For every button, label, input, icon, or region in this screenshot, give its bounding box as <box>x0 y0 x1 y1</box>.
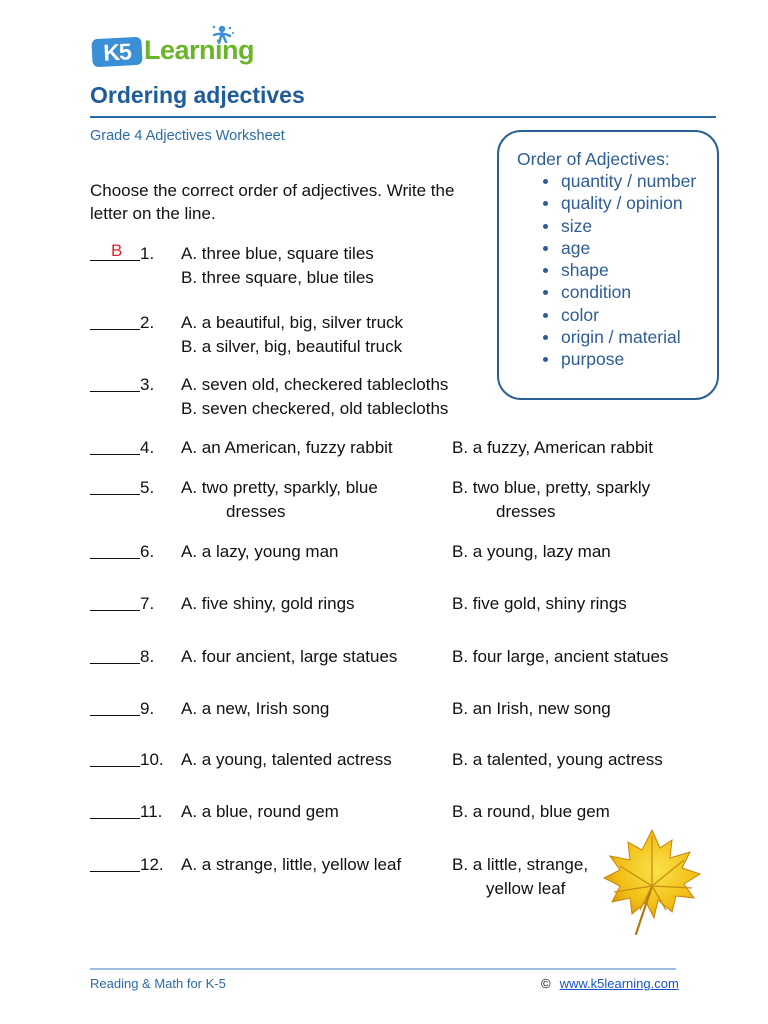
order-item-label: quality / opinion <box>561 193 683 214</box>
order-item <box>543 326 717 348</box>
option-b: B. a talented, young actress <box>452 750 663 769</box>
bullet-icon <box>543 268 548 273</box>
question-number: 1. <box>140 244 155 263</box>
bullet-icon <box>543 357 548 362</box>
bullet-icon <box>543 335 548 340</box>
option-a: A. two pretty, sparkly, blue <box>181 478 378 497</box>
option-a-continuation: dresses <box>226 502 286 521</box>
order-item-label: condition <box>561 282 632 303</box>
option-a: A. an American, fuzzy rabbit <box>181 438 393 457</box>
order-item <box>543 259 717 281</box>
answer-blank[interactable] <box>90 373 140 392</box>
option-b: B. three square, blue tiles <box>181 268 374 287</box>
answer-blank[interactable] <box>90 748 140 767</box>
option-b: B. a silver, big, beautiful truck <box>181 337 403 356</box>
order-item <box>543 281 717 303</box>
title-divider <box>90 116 716 118</box>
copyright-symbol: © <box>541 976 551 991</box>
option-a: A. a beautiful, big, silver truck <box>181 313 404 332</box>
option-b: B. a round, blue gem <box>452 802 610 821</box>
option-a: A. four ancient, large statues <box>181 647 398 666</box>
option-b: B. a young, lazy man <box>452 542 611 561</box>
order-item-label: quantity / number <box>561 171 697 191</box>
order-item <box>543 170 717 192</box>
option-a: A. seven old, checkered tablecloths <box>181 375 449 394</box>
order-item-label: origin / material <box>561 327 681 348</box>
bullet-icon <box>543 246 548 251</box>
order-item-label: purpose <box>561 349 625 370</box>
bullet-icon <box>543 201 548 206</box>
question-number: 12. <box>140 855 164 874</box>
question-number: 4. <box>140 438 155 457</box>
option-a: A. three blue, square tiles <box>181 244 374 263</box>
question-number: 5. <box>140 478 155 497</box>
question-number: 11. <box>140 802 163 821</box>
option-b-continuation: yellow leaf <box>486 879 566 898</box>
logo-wordmark: Learning <box>144 35 255 65</box>
bullet-icon <box>543 224 548 229</box>
answer-blank[interactable] <box>90 853 140 872</box>
order-item <box>543 237 717 259</box>
answer-blank[interactable] <box>90 476 140 495</box>
option-b: B. a fuzzy, American rabbit <box>452 438 653 457</box>
option-a: A. a blue, round gem <box>181 802 339 821</box>
answer-blank[interactable] <box>90 436 140 455</box>
logo-k5-badge: K5 <box>91 37 142 68</box>
answer-blank[interactable] <box>90 592 140 611</box>
option-a: A. a new, Irish song <box>181 699 330 718</box>
answer-blank[interactable] <box>90 697 140 716</box>
answer-blank[interactable] <box>90 540 140 559</box>
maple-leaf-icon <box>600 826 704 936</box>
answer-blank[interactable] <box>90 311 140 330</box>
order-item-label: shape <box>561 260 609 281</box>
order-box-title: Order of Adjectives: <box>517 149 670 169</box>
order-item <box>543 192 717 214</box>
logo-figure-icon <box>206 24 236 54</box>
bullet-icon <box>543 290 548 295</box>
option-a: A. five shiny, gold rings <box>181 594 355 613</box>
question-number: 2. <box>140 313 155 332</box>
instructions: Choose the correct order of adjectives. Write the letter on the line. <box>90 181 455 223</box>
answer-blank[interactable] <box>90 242 140 261</box>
worksheet-subtitle: Grade 4 Adjectives Worksheet <box>90 128 285 144</box>
option-a: A. a strange, little, yellow leaf <box>181 855 402 874</box>
page-title: Ordering adjectives <box>90 82 305 108</box>
question-number: 8. <box>140 647 155 666</box>
option-b: B. four large, ancient statues <box>452 647 669 666</box>
option-a: A. a young, talented actress <box>181 750 392 769</box>
option-b: B. a little, strange, <box>452 855 589 874</box>
order-of-adjectives-box <box>497 130 719 400</box>
order-item <box>543 348 717 370</box>
order-item-label: age <box>561 237 591 258</box>
footer-copyright <box>541 976 679 991</box>
bullet-icon <box>543 313 548 318</box>
option-b-continuation: dresses <box>496 502 556 521</box>
answer-text: B <box>111 241 123 260</box>
answer-blank[interactable] <box>90 645 140 664</box>
bullet-icon <box>543 179 548 184</box>
order-item-label: size <box>561 215 593 236</box>
website-link[interactable]: www.k5learning.com <box>559 976 679 991</box>
question-number: 10. <box>140 750 164 769</box>
question-number: 7. <box>140 594 155 613</box>
footer-divider <box>90 968 676 970</box>
question-number: 3. <box>140 375 155 394</box>
k5-learning-logo <box>92 30 258 72</box>
option-b: B. five gold, shiny rings <box>452 594 627 613</box>
answer-blank[interactable] <box>90 800 140 819</box>
order-item-label: color <box>561 304 599 325</box>
footer-tagline: Reading & Math for K-5 <box>90 976 226 991</box>
order-item <box>543 304 717 326</box>
option-b: B. an Irish, new song <box>452 699 611 718</box>
option-a: A. a lazy, young man <box>181 542 339 561</box>
option-b: B. seven checkered, old tablecloths <box>181 399 449 418</box>
question-number: 6. <box>140 542 155 561</box>
option-b: B. two blue, pretty, sparkly <box>452 478 651 497</box>
order-item <box>543 215 717 237</box>
order-list <box>517 170 717 371</box>
question-number: 9. <box>140 699 155 718</box>
